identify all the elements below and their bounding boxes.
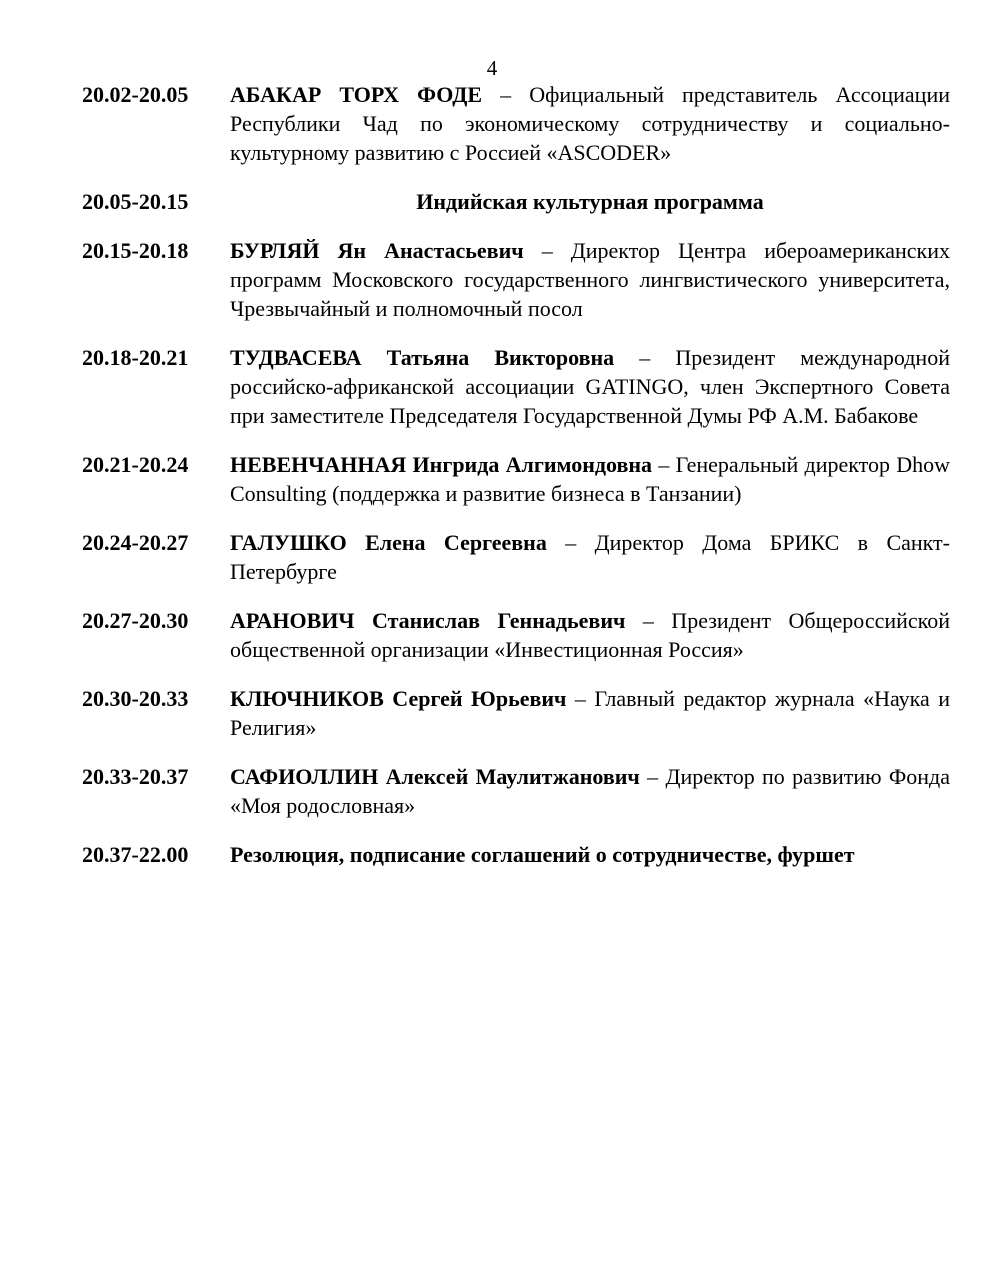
speaker-position: – Главный редактор журнала «Наука и Религия» bbox=[230, 686, 950, 740]
schedule-entry-1 bbox=[82, 80, 950, 167]
entry-description bbox=[230, 450, 950, 508]
closing-event-title: Резолюция, подписание соглашений о сотрудничестве, фуршет bbox=[230, 842, 855, 867]
entry-time: 20.05-20.15 bbox=[82, 189, 189, 214]
schedule-entry-8 bbox=[82, 684, 950, 742]
speaker-position: – Директор Центра ибероамериканских программ Московского государственного лингвистического университета, Чрезвычайный и полномочный посол bbox=[230, 238, 950, 321]
entry-time: 20.02-20.05 bbox=[82, 82, 189, 107]
speaker-name: САФИОЛЛИН Алексей Маулитжанович bbox=[230, 764, 640, 789]
speaker-name: АРАНОВИЧ Станислав Геннадьевич bbox=[230, 608, 626, 633]
speaker-name: АБАКАР ТОРХ ФОДЕ bbox=[230, 82, 483, 107]
entry-time: 20.27-20.30 bbox=[82, 608, 189, 633]
schedule-entry-9 bbox=[82, 762, 950, 820]
cultural-program-title: Индийская культурная программа bbox=[416, 189, 764, 214]
entry-time: 20.37-22.00 bbox=[82, 842, 189, 867]
page-number: 4 bbox=[486, 56, 498, 80]
entry-time: 20.33-20.37 bbox=[82, 764, 189, 789]
speaker-position: – Официальный представитель Ассоциации Республики Чад по экономическому сотрудничеству и социально-культурному развитию с Россией «ASCODER» bbox=[230, 82, 950, 165]
entry-description bbox=[230, 80, 950, 167]
speaker-name: ГАЛУШКО Елена Сергеевна bbox=[230, 530, 547, 555]
entry-description bbox=[230, 762, 950, 820]
schedule-entry-7 bbox=[82, 606, 950, 664]
schedule-entry-2 bbox=[82, 187, 950, 216]
program-schedule bbox=[82, 80, 950, 869]
speaker-position: – Генеральный директор Dhow Consulting (поддержка и развитие бизнеса в Танзании) bbox=[230, 452, 950, 506]
entry-time: 20.15-20.18 bbox=[82, 238, 189, 263]
speaker-name: КЛЮЧНИКОВ Сергей Юрьевич bbox=[230, 686, 567, 711]
entry-time: 20.30-20.33 bbox=[82, 686, 189, 711]
speaker-position: – Президент международной российско-африканской ассоциации GATINGO, член Экспертного Совета при заместителе Председателя Государственной Думы РФ А.М. Бабакове bbox=[230, 345, 950, 428]
entry-description bbox=[230, 343, 950, 430]
speaker-name: ТУДВАСЕВА Татьяна Викторовна bbox=[230, 345, 615, 370]
speaker-position: – Директор по развитию Фонда «Моя родословная» bbox=[230, 764, 951, 818]
entry-description bbox=[230, 606, 950, 664]
schedule-entry-3 bbox=[82, 236, 950, 323]
schedule-entry-6 bbox=[82, 528, 950, 586]
speaker-position: – Президент Общероссийской общественной организации «Инвестиционная Россия» bbox=[230, 608, 951, 662]
entry-time: 20.24-20.27 bbox=[82, 530, 189, 555]
entry-description bbox=[230, 684, 950, 742]
speaker-name: БУРЛЯЙ Ян Анастасьевич bbox=[230, 238, 524, 263]
schedule-entry-10 bbox=[82, 840, 950, 869]
schedule-entry-5 bbox=[82, 450, 950, 508]
entry-description bbox=[230, 236, 950, 323]
entry-time: 20.18-20.21 bbox=[82, 345, 189, 370]
entry-time: 20.21-20.24 bbox=[82, 452, 189, 477]
speaker-position: – Директор Дома БРИКС в Санкт-Петербурге bbox=[230, 530, 950, 584]
speaker-name: НЕВЕНЧАННАЯ Ингрида Алгимондовна bbox=[230, 452, 653, 477]
schedule-entry-4 bbox=[82, 343, 950, 430]
entry-description bbox=[230, 528, 950, 586]
